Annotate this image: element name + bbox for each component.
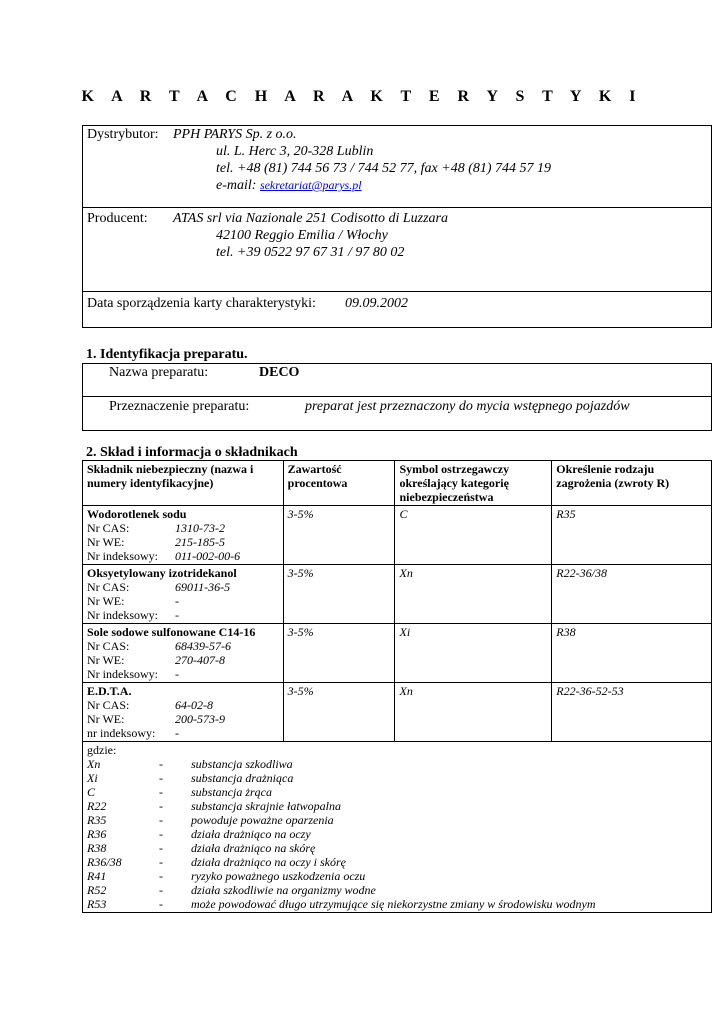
date-label: Data sporządzenia karty charakterystyki:	[87, 296, 316, 311]
percent-cell: 3-5%	[283, 565, 395, 624]
producer-box	[82, 207, 712, 292]
legend-item	[87, 771, 707, 785]
we-value: 270-407-8	[175, 653, 225, 667]
legend-value: może powodować długo utrzymujące się niekorzystne zmiany w środowisku wodnym	[191, 897, 596, 911]
legend-key: Xn	[87, 757, 101, 771]
percent-cell: 3-5%	[283, 624, 395, 683]
cas-value: 68439-57-6	[175, 639, 231, 653]
distributor-email-link[interactable]: sekretariat@parys.pl	[259, 178, 362, 192]
cas-label: Nr CAS:	[87, 698, 130, 712]
we-value: 200-573-9	[175, 712, 225, 726]
legend-item	[87, 869, 707, 883]
section1-heading: 1. Identyfikacja preparatu.	[86, 347, 248, 362]
distributor-label: Dystrybutor:	[87, 127, 159, 142]
section1-purpose-box	[82, 396, 712, 431]
legend-item	[87, 799, 707, 813]
index-line	[87, 726, 279, 740]
legend-dash: -	[159, 897, 163, 911]
legend-dash: -	[159, 771, 163, 785]
cas-label: Nr CAS:	[87, 580, 130, 594]
producer-line2: 42100 Reggio Emilia / Włochy	[216, 228, 388, 243]
we-line	[87, 653, 279, 667]
symbol-cell: C	[395, 506, 552, 565]
we-label: Nr WE:	[87, 594, 125, 608]
legend-value: substancja drażniąca	[191, 771, 294, 785]
distributor-phone: tel. +48 (81) 744 56 73 / 744 52 77, fax +48 (81) 744 57 19	[216, 161, 552, 176]
cas-label: Nr CAS:	[87, 521, 130, 535]
index-line	[87, 667, 279, 681]
legend-item	[87, 813, 707, 827]
component-cell	[83, 565, 284, 624]
cas-value: 69011-36-5	[175, 580, 231, 594]
distributor-email-row	[216, 178, 362, 194]
legend-value: substancja żrąca	[191, 785, 272, 799]
index-label: Nr indeksowy:	[87, 608, 158, 622]
legend-title: gdzie:	[87, 743, 117, 757]
percent-cell: 3-5%	[283, 683, 395, 742]
we-value: 215-185-5	[175, 535, 225, 549]
cas-line	[87, 521, 279, 535]
table-row	[83, 624, 712, 683]
legend-item	[87, 897, 707, 911]
index-line	[87, 549, 279, 563]
legend-key: R52	[87, 883, 107, 897]
legend-dash: -	[159, 841, 163, 855]
legend-dash: -	[159, 869, 163, 883]
cas-line	[87, 580, 279, 594]
r-phrase-cell: R22-36-52-53	[552, 683, 712, 742]
legend-item	[87, 785, 707, 799]
composition-table	[82, 460, 712, 913]
product-name-value: DECO	[259, 365, 300, 380]
legend-dash: -	[159, 855, 163, 869]
legend-key: Xi	[87, 771, 98, 785]
index-label: nr indeksowy:	[87, 726, 156, 740]
legend-dash: -	[159, 799, 163, 813]
table-row	[83, 565, 712, 624]
index-value: -	[175, 608, 179, 622]
cas-value: 1310-73-2	[175, 521, 225, 535]
component-cell	[83, 506, 284, 565]
index-value: -	[175, 726, 179, 740]
legend-key: R36	[87, 827, 107, 841]
symbol-cell: Xi	[395, 624, 552, 683]
date-value: 09.09.2002	[345, 296, 408, 311]
distributor-box	[82, 125, 712, 208]
section2-heading: 2. Skład i informacja o składnikach	[86, 445, 298, 460]
index-value: -	[175, 667, 179, 681]
r-phrase-cell: R22-36/38	[552, 565, 712, 624]
component-name: Sole sodowe sulfonowane C14-16	[87, 625, 256, 639]
date-box	[82, 291, 712, 328]
we-line	[87, 594, 279, 608]
legend-item	[87, 883, 707, 897]
producer-label: Producent:	[87, 211, 148, 226]
legend-key: R36/38	[87, 855, 122, 869]
component-name: Wodorotlenek sodu	[87, 507, 187, 521]
section1-name-box	[82, 363, 712, 397]
document-title: K A R T A C H A R A K T E R Y S T Y K I	[81, 88, 643, 105]
distributor-address: ul. L. Herc 3, 20-328 Lublin	[216, 144, 374, 159]
component-name: Oksyetylowany izotridekanol	[87, 566, 237, 580]
legend-item	[87, 855, 707, 869]
index-value: 011-002-00-6	[175, 549, 241, 563]
index-label: Nr indeksowy:	[87, 667, 158, 681]
legend-dash: -	[159, 785, 163, 799]
legend-key: R38	[87, 841, 107, 855]
header-r-phrases: Określenie rodzaju zagrożenia (zwroty R)	[552, 461, 712, 506]
legend-cell	[83, 742, 712, 913]
producer-line1: ATAS srl via Nazionale 251 Codisotto di Luzzara	[173, 211, 448, 226]
header-symbol: Symbol ostrzegawczy określający kategorię niebezpieczeństwa	[395, 461, 552, 506]
legend-value: ryzyko poważnego uszkodzenia oczu	[191, 869, 366, 883]
symbol-cell: Xn	[395, 683, 552, 742]
symbol-cell: Xn	[395, 565, 552, 624]
legend-dash: -	[159, 813, 163, 827]
product-name-label: Nazwa preparatu:	[109, 365, 209, 380]
legend-item	[87, 757, 707, 771]
legend-value: działa drażniąco na oczy	[191, 827, 311, 841]
legend-dash: -	[159, 883, 163, 897]
purpose-label: Przeznaczenie preparatu:	[109, 399, 250, 414]
we-value: -	[175, 594, 179, 608]
header-percent: Zawartość procentowa	[283, 461, 395, 506]
legend-dash: -	[159, 757, 163, 771]
distributor-email-label: e-mail:	[216, 178, 257, 193]
legend-key: R41	[87, 869, 107, 883]
component-cell	[83, 683, 284, 742]
component-name: E.D.T.A.	[87, 684, 132, 698]
legend-value: działa drażniąco na skórę	[191, 841, 316, 855]
legend-value: działa szkodliwie na organizmy wodne	[191, 883, 376, 897]
r-phrase-cell: R35	[552, 506, 712, 565]
header-component: Składnik niebezpieczny (nazwa i numery identyfikacyjne)	[83, 461, 284, 506]
cas-value: 64-02-8	[175, 698, 213, 712]
we-label: Nr WE:	[87, 535, 125, 549]
legend-item	[87, 827, 707, 841]
producer-line3: tel. +39 0522 97 67 31 / 97 80 02	[216, 245, 405, 260]
index-label: Nr indeksowy:	[87, 549, 158, 563]
legend-key: R53	[87, 897, 107, 911]
we-label: Nr WE:	[87, 712, 125, 726]
legend-row	[83, 742, 712, 913]
table-header-row	[83, 461, 712, 506]
purpose-value: preparat jest przeznaczony do mycia wstępnego pojazdów	[305, 399, 630, 414]
component-cell	[83, 624, 284, 683]
legend-item	[87, 841, 707, 855]
legend-value: powoduje poważne oparzenia	[191, 813, 334, 827]
we-label: Nr WE:	[87, 653, 125, 667]
index-line	[87, 608, 279, 622]
cas-line	[87, 698, 279, 712]
legend-value: działa drażniąco na oczy i skórę	[191, 855, 346, 869]
table-row	[83, 683, 712, 742]
legend-value: substancja szkodliwa	[191, 757, 293, 771]
r-phrase-cell: R38	[552, 624, 712, 683]
percent-cell: 3-5%	[283, 506, 395, 565]
we-line	[87, 712, 279, 726]
we-line	[87, 535, 279, 549]
cas-label: Nr CAS:	[87, 639, 130, 653]
legend-value: substancja skrajnie łatwopalna	[191, 799, 341, 813]
legend-key: R35	[87, 813, 107, 827]
legend-key: R22	[87, 799, 107, 813]
legend-key: C	[87, 785, 96, 799]
legend-dash: -	[159, 827, 163, 841]
cas-line	[87, 639, 279, 653]
distributor-name: PPH PARYS Sp. z o.o.	[173, 127, 297, 142]
table-row	[83, 506, 712, 565]
